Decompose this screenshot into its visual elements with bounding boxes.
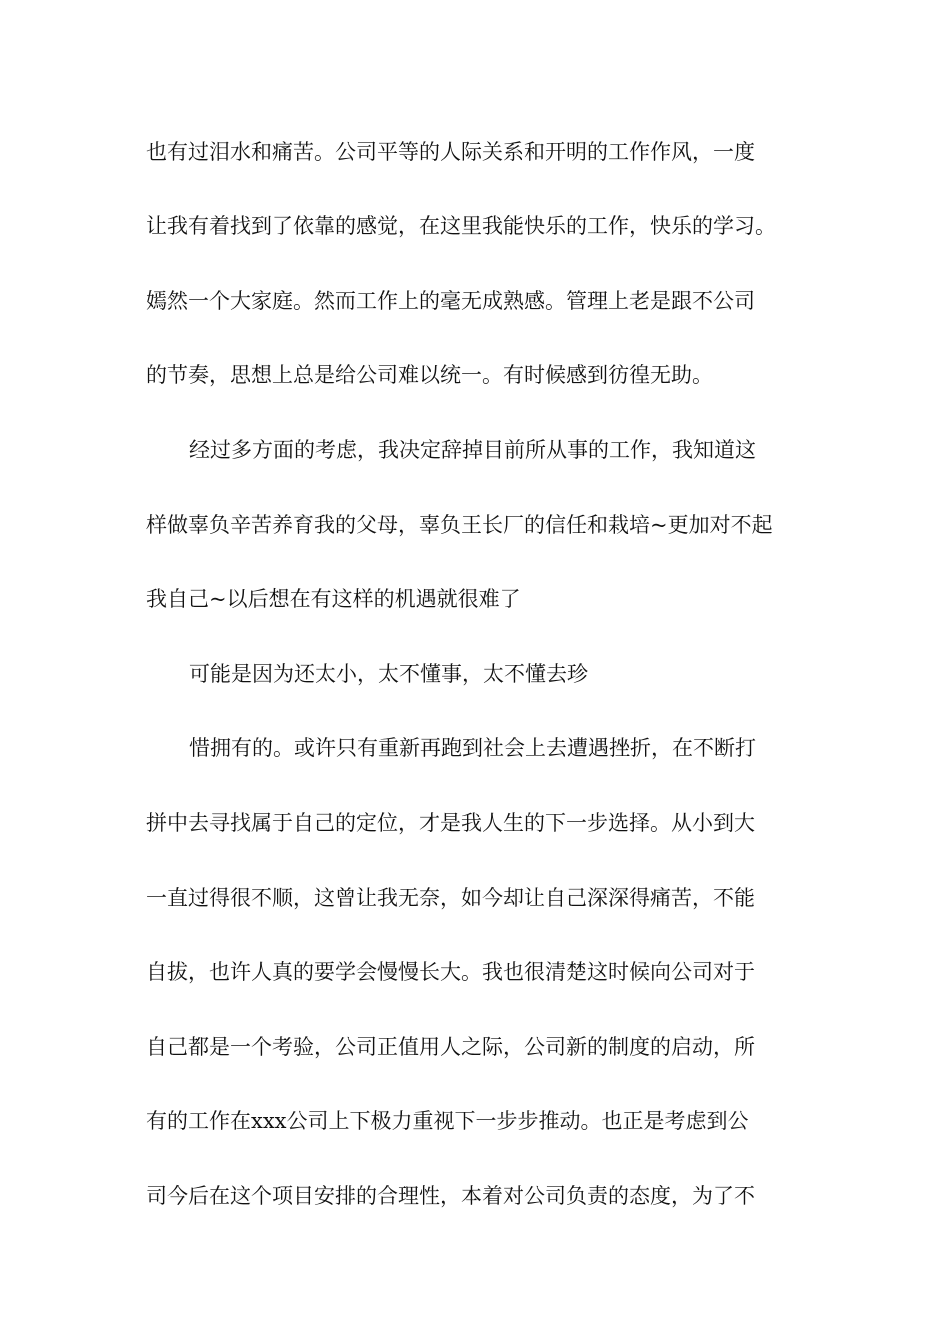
- paragraph-first-line: 惜拥有的。或许只有重新再跑到社会上去遭遇挫折，在不断打: [189, 736, 756, 760]
- text-line: 司今后在这个项目安排的合理性，本着对公司负责的态度，为了不: [146, 1184, 755, 1208]
- text-line: 拼中去寻找属于自己的定位，才是我人生的下一步选择。从小到大: [146, 811, 755, 835]
- text-line: 我自己~以后想在有这样的机遇就很难了: [146, 587, 521, 611]
- text-line: 有的工作在xxx公司上下极力重视下一步步推动。也正是考虑到公: [146, 1109, 749, 1133]
- text-line: 自拔，也许人真的要学会慢慢长大。我也很清楚这时候向公司对于: [146, 960, 755, 984]
- text-line: 自己都是一个考验，公司正值用人之际，公司新的制度的启动，所: [146, 1035, 755, 1059]
- text-line: 样做辜负辛苦养育我的父母，辜负王长厂的信任和栽培~更加对不起: [146, 513, 773, 537]
- text-line: 让我有着找到了依靠的感觉，在这里我能快乐的工作，快乐的学习。: [146, 214, 776, 238]
- text-line: 的节奏，思想上总是给公司难以统一。有时候感到彷徨无助。: [146, 363, 713, 387]
- text-line: 嫣然一个大家庭。然而工作上的毫无成熟感。管理上老是跟不公司: [146, 289, 755, 313]
- text-line: 一直过得很不顺，这曾让我无奈，如今却让自己深深得痛苦，不能: [146, 886, 755, 910]
- text-line: 也有过泪水和痛苦。公司平等的人际关系和开明的工作作风，一度: [146, 140, 755, 164]
- paragraph-first-line: 可能是因为还太小，太不懂事，太不懂去珍: [189, 662, 588, 686]
- paragraph-first-line: 经过多方面的考虑，我决定辞掉目前所从事的工作，我知道这: [189, 438, 756, 462]
